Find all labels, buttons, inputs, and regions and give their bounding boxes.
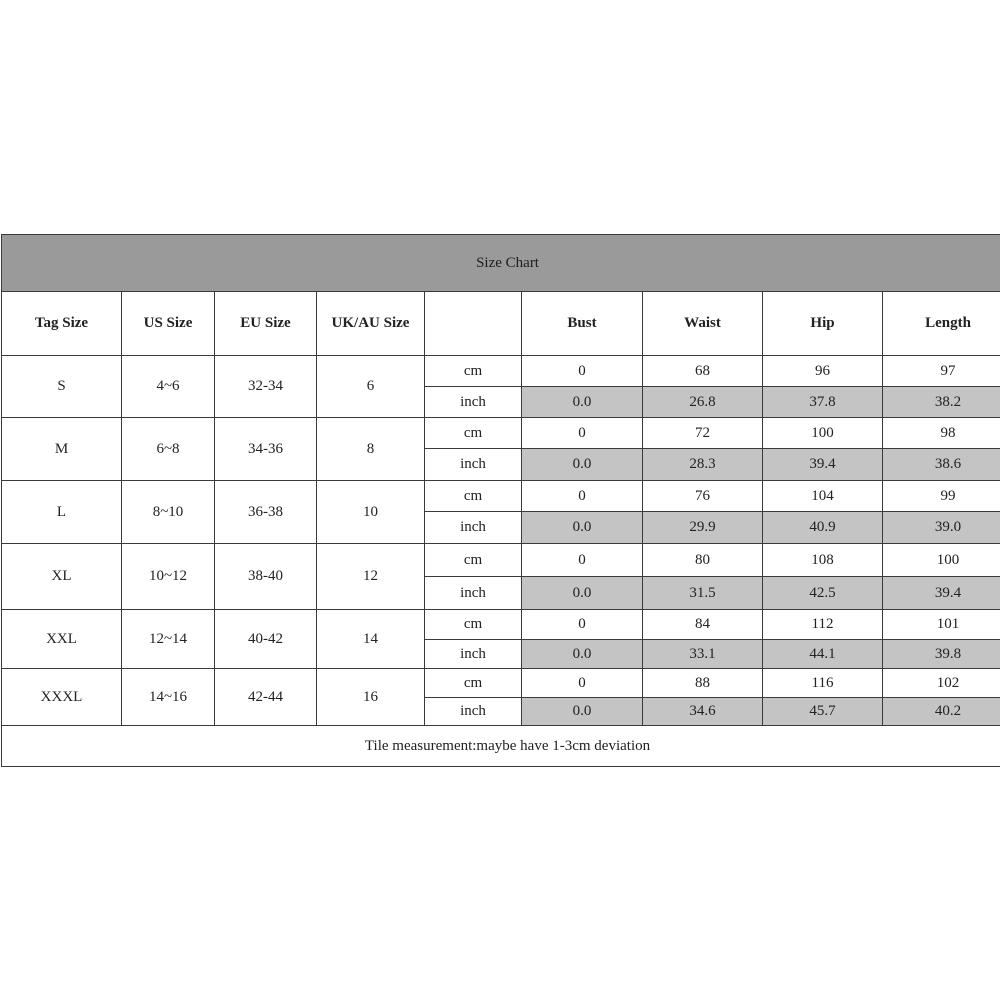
- unit-label-cm: cm: [425, 544, 522, 577]
- length-inch-cell: 40.2: [883, 698, 1000, 726]
- unit-label-cm: cm: [425, 481, 522, 512]
- size-row-cm: [2, 610, 1000, 640]
- hip-inch-cell: 42.5: [763, 577, 883, 610]
- size-row-cm: [2, 481, 1000, 512]
- size-row-cm: [2, 356, 1000, 387]
- header-unit: [425, 292, 522, 356]
- uk-au-size-cell: 12: [317, 544, 425, 610]
- eu-size-cell: 36-38: [215, 481, 317, 544]
- bust-cm-cell: 0: [522, 356, 643, 387]
- size-chart-table: [1, 234, 1000, 767]
- unit-label-inch: inch: [425, 698, 522, 726]
- us-size-cell: 4~6: [122, 356, 215, 418]
- hip-cm-cell: 96: [763, 356, 883, 387]
- uk-au-size-cell: 8: [317, 418, 425, 481]
- header-tag-size: Tag Size: [2, 292, 122, 356]
- waist-cm-cell: 68: [643, 356, 763, 387]
- waist-inch-cell: 31.5: [643, 577, 763, 610]
- unit-label-inch: inch: [425, 577, 522, 610]
- length-inch-cell: 39.0: [883, 512, 1000, 544]
- length-inch-cell: 39.8: [883, 640, 1000, 669]
- waist-inch-cell: 26.8: [643, 387, 763, 418]
- eu-size-cell: 40-42: [215, 610, 317, 669]
- hip-cm-cell: 108: [763, 544, 883, 577]
- us-size-cell: 10~12: [122, 544, 215, 610]
- header-length: Length: [883, 292, 1000, 356]
- waist-cm-cell: 72: [643, 418, 763, 449]
- size-row-cm: [2, 418, 1000, 449]
- bust-inch-cell: 0.0: [522, 387, 643, 418]
- size-row-cm: [2, 544, 1000, 577]
- header-bust: Bust: [522, 292, 643, 356]
- waist-inch-cell: 28.3: [643, 449, 763, 481]
- tag-size-cell: XXXL: [2, 669, 122, 726]
- title-row: [2, 235, 1000, 292]
- header-us-size: US Size: [122, 292, 215, 356]
- eu-size-cell: 32-34: [215, 356, 317, 418]
- length-cm-cell: 97: [883, 356, 1000, 387]
- length-cm-cell: 100: [883, 544, 1000, 577]
- bust-inch-cell: 0.0: [522, 512, 643, 544]
- hip-cm-cell: 112: [763, 610, 883, 640]
- unit-label-inch: inch: [425, 640, 522, 669]
- uk-au-size-cell: 10: [317, 481, 425, 544]
- chart-title: Size Chart: [2, 235, 1000, 292]
- bust-inch-cell: 0.0: [522, 577, 643, 610]
- unit-label-inch: inch: [425, 387, 522, 418]
- header-eu-size: EU Size: [215, 292, 317, 356]
- tag-size-cell: L: [2, 481, 122, 544]
- hip-cm-cell: 100: [763, 418, 883, 449]
- unit-label-inch: inch: [425, 449, 522, 481]
- length-cm-cell: 99: [883, 481, 1000, 512]
- waist-cm-cell: 76: [643, 481, 763, 512]
- bust-inch-cell: 0.0: [522, 698, 643, 726]
- header-row: [2, 292, 1000, 356]
- hip-inch-cell: 37.8: [763, 387, 883, 418]
- us-size-cell: 14~16: [122, 669, 215, 726]
- waist-cm-cell: 84: [643, 610, 763, 640]
- hip-inch-cell: 45.7: [763, 698, 883, 726]
- tag-size-cell: M: [2, 418, 122, 481]
- waist-inch-cell: 33.1: [643, 640, 763, 669]
- hip-inch-cell: 39.4: [763, 449, 883, 481]
- header-hip: Hip: [763, 292, 883, 356]
- tag-size-cell: S: [2, 356, 122, 418]
- us-size-cell: 8~10: [122, 481, 215, 544]
- waist-inch-cell: 29.9: [643, 512, 763, 544]
- length-cm-cell: 101: [883, 610, 1000, 640]
- hip-cm-cell: 104: [763, 481, 883, 512]
- length-cm-cell: 102: [883, 669, 1000, 698]
- unit-label-cm: cm: [425, 669, 522, 698]
- waist-cm-cell: 80: [643, 544, 763, 577]
- length-cm-cell: 98: [883, 418, 1000, 449]
- length-inch-cell: 39.4: [883, 577, 1000, 610]
- tag-size-cell: XXL: [2, 610, 122, 669]
- unit-label-cm: cm: [425, 418, 522, 449]
- eu-size-cell: 34-36: [215, 418, 317, 481]
- us-size-cell: 12~14: [122, 610, 215, 669]
- bust-cm-cell: 0: [522, 418, 643, 449]
- bust-inch-cell: 0.0: [522, 449, 643, 481]
- bust-inch-cell: 0.0: [522, 640, 643, 669]
- hip-cm-cell: 116: [763, 669, 883, 698]
- bust-cm-cell: 0: [522, 610, 643, 640]
- unit-label-cm: cm: [425, 356, 522, 387]
- unit-label-inch: inch: [425, 512, 522, 544]
- uk-au-size-cell: 16: [317, 669, 425, 726]
- hip-inch-cell: 40.9: [763, 512, 883, 544]
- eu-size-cell: 42-44: [215, 669, 317, 726]
- bust-cm-cell: 0: [522, 481, 643, 512]
- bust-cm-cell: 0: [522, 544, 643, 577]
- header-waist: Waist: [643, 292, 763, 356]
- measurement-note: Tile measurement:maybe have 1-3cm deviation: [2, 726, 1000, 767]
- uk-au-size-cell: 6: [317, 356, 425, 418]
- footer-row: [2, 726, 1000, 767]
- waist-inch-cell: 34.6: [643, 698, 763, 726]
- hip-inch-cell: 44.1: [763, 640, 883, 669]
- size-chart: [1, 234, 1000, 767]
- unit-label-cm: cm: [425, 610, 522, 640]
- us-size-cell: 6~8: [122, 418, 215, 481]
- length-inch-cell: 38.2: [883, 387, 1000, 418]
- uk-au-size-cell: 14: [317, 610, 425, 669]
- tag-size-cell: XL: [2, 544, 122, 610]
- eu-size-cell: 38-40: [215, 544, 317, 610]
- header-uk-au-size: UK/AU Size: [317, 292, 425, 356]
- bust-cm-cell: 0: [522, 669, 643, 698]
- size-row-cm: [2, 669, 1000, 698]
- length-inch-cell: 38.6: [883, 449, 1000, 481]
- waist-cm-cell: 88: [643, 669, 763, 698]
